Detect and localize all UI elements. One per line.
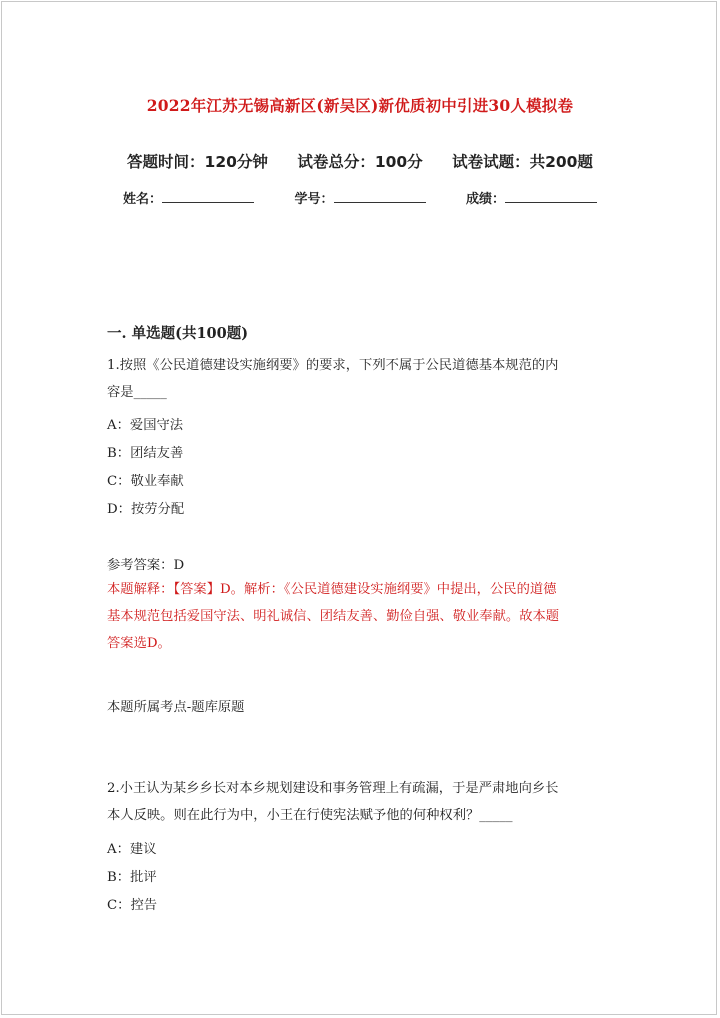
id-blank <box>334 190 426 203</box>
id-field <box>294 188 425 207</box>
question-1-topic: 本题所属考点-题库原题 <box>107 700 245 715</box>
question-2-option-a: A：建议 <box>107 842 157 857</box>
question-1-option-d: D：按劳分配 <box>107 502 185 517</box>
question-1-option-a: A：爱国守法 <box>107 418 184 433</box>
exam-title: 2022年江苏无锡高新区(新吴区)新优质初中引进30人模拟卷 <box>146 96 574 115</box>
question-stem-line: 本人反映。则在此行为中，小王在行使宪法赋予他的何种权利？_____ <box>107 808 513 823</box>
explanation-line: 基本规范包括爱国守法、明礼诚信、团结友善、勤俭自强、敬业奉献。故本题 <box>107 609 560 624</box>
question-2-option-b: B：批评 <box>107 870 157 885</box>
question-1-stem <box>107 352 607 406</box>
explanation-line: 答案选D。 <box>107 636 171 651</box>
exam-time: 答题时间：120分钟 <box>127 153 268 171</box>
name-field <box>123 188 254 207</box>
question-1-option-c: C：敬业奉献 <box>107 474 184 489</box>
name-blank <box>162 190 254 203</box>
question-1-option-b: B：团结友善 <box>107 446 184 461</box>
score-label: 成绩： <box>466 192 506 207</box>
score-field <box>466 188 597 207</box>
student-info <box>0 188 720 207</box>
section-heading: 一. 单选题(共100题) <box>107 325 249 342</box>
score-blank <box>505 190 597 203</box>
explanation-line: 本题解释：【答案】D。解析：《公民道德建设实施纲要》中提出，公民的道德 <box>107 582 557 597</box>
question-1-explanation <box>107 576 607 657</box>
question-1-answer: 参考答案：D <box>107 558 185 573</box>
exam-total-score: 试卷总分：100分 <box>297 153 423 171</box>
question-2-option-c: C：控告 <box>107 898 158 913</box>
name-label: 姓名： <box>122 192 162 207</box>
exam-meta <box>0 150 720 172</box>
question-stem-line: 容是_____ <box>107 385 167 400</box>
question-stem-line: 1.按照《公民道德建设实施纲要》的要求，下列不属于公民道德基本规范的内 <box>107 358 559 373</box>
question-2-stem <box>107 775 607 829</box>
question-stem-line: 2.小王认为某乡乡长对本乡规划建设和事务管理上有疏漏，于是严肃地向乡长 <box>107 781 559 796</box>
id-label: 学号： <box>294 192 334 207</box>
exam-total-questions: 试卷试题：共200题 <box>452 153 593 171</box>
